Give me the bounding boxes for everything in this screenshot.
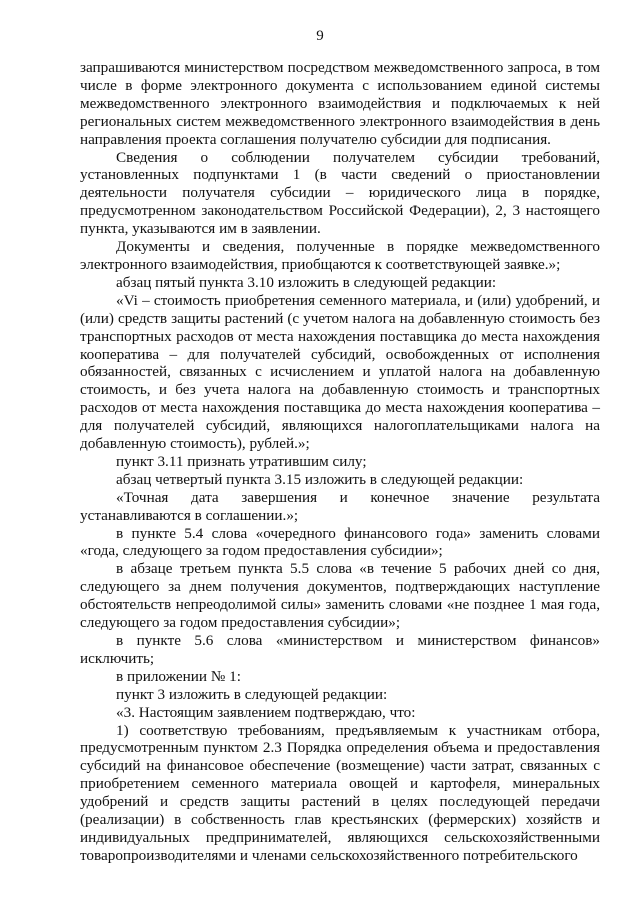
paragraph: Сведения о соблюдении получателем субсидии требований, установленных подпунктами 1 (в части сведений о приостановлении деятельности получателя субсидии – юридического лица в порядке, предусмотренном законодательством Российской Федерации), 2, 3 настоящего пункта, указываются им в заявлении. <box>80 148 600 238</box>
paragraph: пункт 3.11 признать утратившим силу; <box>116 452 367 470</box>
paragraph: в приложении № 1: <box>116 667 241 685</box>
paragraph: в пункте 5.4 слова «очередного финансового года» заменить словами «года, следующего за годом предоставления субсидии»; <box>80 524 600 560</box>
paragraph: «3. Настоящим заявлением подтверждаю, что: <box>116 703 416 721</box>
paragraph: абзац четвертый пункта 3.15 изложить в следующей редакции: <box>116 470 524 488</box>
paragraph: 1) соответствую требованиям, предъявляемым к участникам отбора, предусмотренным пунктом 2.3 Порядка определения объема и предоставления субсидий на финансовое обеспечение (возмещение) части затрат, связанных с приобретением семенного материала овощей и картофеля, минеральных удобрений и средств защиты растений в целях последующей передачи (реализации) в собственность глав крестьянских (фермерских) хозяйств и индивидуальных предпринимателей, являющихся сельскохозяйственными товаропроизводителями и членами сельскохозяйственного потребительского <box>80 721 600 864</box>
paragraph: Документы и сведения, полученные в порядке межведомственного электронного взаимодействия, приобщаются к соответствующей заявке.»; <box>80 238 600 273</box>
paragraph: в пункте 5.6 слова «министерством и министерством финансов» исключить; <box>80 632 600 667</box>
paragraph: абзац пятый пункта 3.10 изложить в следующей редакции: <box>116 273 497 291</box>
paragraph: «Точная дата завершения и конечное значение результата устанавливаются в соглашении.»; <box>80 488 600 524</box>
paragraph: в абзаце третьем пункта 5.5 слова «в течение 5 рабочих дней со дня, следующего за днем получения документов, подтверждающих наступление обстоятельств непреодолимой силы» заменить словами «не позднее 1 мая года, следующего за годом предоставления субсидии»; <box>80 560 600 632</box>
paragraph: запрашиваются министерством посредством межведомственного запроса, в том числе в форме электронного документа с использованием единой системы межведомственного электронного взаимодействия и подключаемых к ней региональных систем межведомственного электронного взаимодействия в день направления проекта соглашения получателю субсидии для подписания. <box>80 59 600 148</box>
document-body <box>80 59 600 865</box>
paragraph: пункт 3 изложить в следующей редакции: <box>116 685 388 703</box>
page-number: 9 <box>316 28 324 44</box>
paragraph: «Vi – стоимость приобретения семенного материала, и (или) удобрений, и (или) средств защиты растений (с учетом налога на добавленную стоимость без транспортных расходов от места нахождения поставщика до места нахождения кооператива – для получателей субсидий, освобожденных от исполнения обязанностей, связанных с исчислением и уплатой налога на добавленную стоимость, и без учета налога на добавленную стоимость и транспортных расходов от места нахождения поставщика до места нахождения кооператива – для получателей субсидий, являющихся налогоплательщиками налога на добавленную стоимость), рублей.»; <box>80 291 600 453</box>
